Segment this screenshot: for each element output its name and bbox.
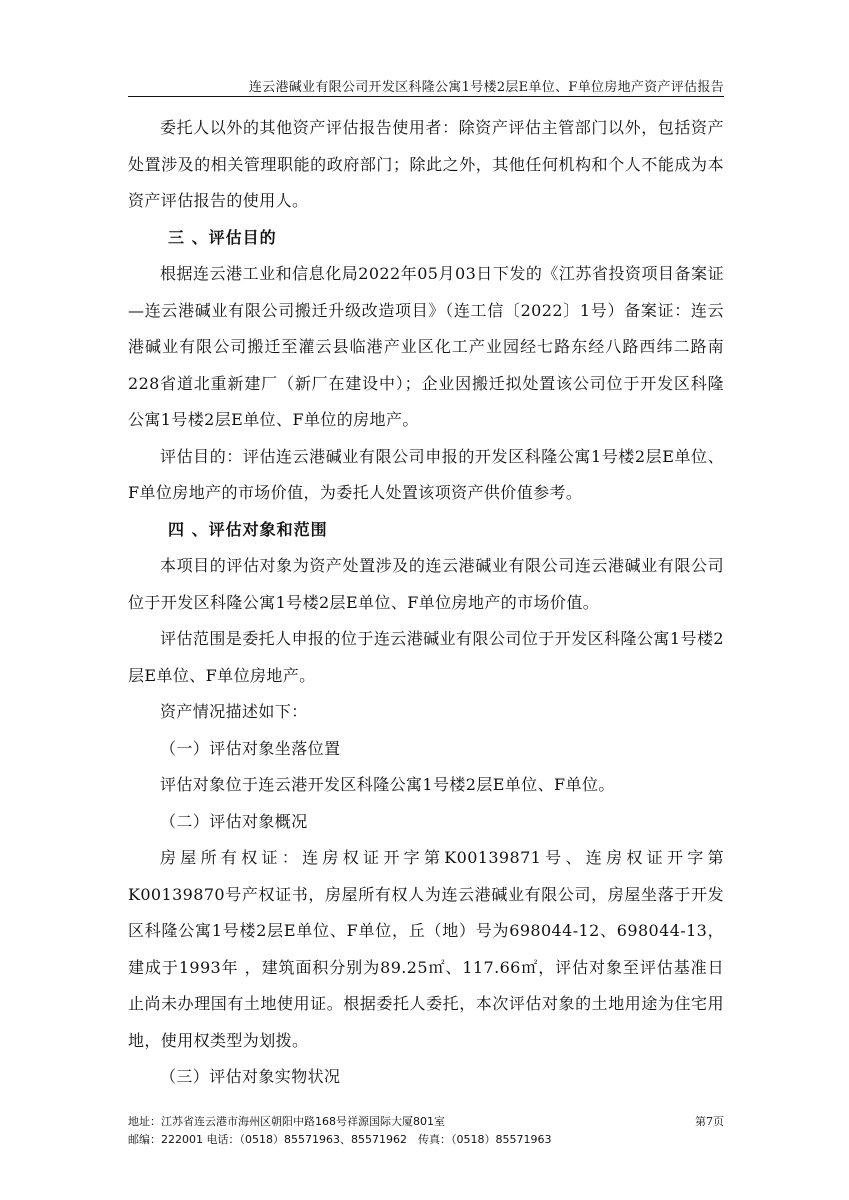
paragraph-object: 本项目的评估对象为资产处置涉及的连云港碱业有限公司连云港碱业有限公司位于开发区科隆公寓1号楼2层E单位、F单位房地产的市场价值。 <box>128 556 724 612</box>
paragraph-location: 评估对象位于连云港开发区科隆公寓1号楼2层E单位、F单位。 <box>160 775 615 794</box>
page-number: 第7页 <box>695 1115 724 1128</box>
subheading-location: （一）评估对象坐落位置 <box>160 738 341 758</box>
paragraph-asset-intro: 资产情况描述如下： <box>160 702 308 721</box>
subheading-overview: （二）评估对象概况 <box>160 811 308 831</box>
subheading-physical-condition: （三）评估对象实物状况 <box>160 1067 341 1086</box>
paragraph-scope: 评估范围是委托人申报的位于连云港碱业有限公司位于开发区科隆公寓1号楼2层E单位、F单位房地产。 <box>128 629 724 685</box>
footer-address: 地址：江苏省连云港市海州区朝阳中路168号祥源国际大厦801室 <box>128 1115 445 1128</box>
paragraph-purpose-basis: 根据连云港工业和信息化局2022年05月03日下发的《江苏省投资项目备案证—连云港碱业有限公司搬迁升级改造项目》（连工信〔2022〕1号）备案证：连云港碱业有限公司搬迁至灌云县临港产业区化工产业园经七路东经八路西纬二路南228省道北重新建厂（新厂在建设中）；企业因搬迁拟处置该公司位于开发区科隆公寓1号楼2层E单位、F单位的房地产。 <box>128 264 724 429</box>
paragraph-purpose-statement: 评估目的：评估连云港碱业有限公司申报的开发区科隆公寓1号楼2层E单位、F单位房地产的市场价值，为委托人处置该项资产供价值参考。 <box>128 446 724 502</box>
section-heading-purpose: 三 、评估目的 <box>168 227 277 247</box>
paragraph-overview: 房屋所有权证：连房权证开字第K00139871号、连房权证开字第K00139870号产权证书，房屋所有权人为连云港碱业有限公司，房屋坐落于开发区科隆公寓1号楼2层E单位、F单位，丘（地）号为698044-12、698044-13，建成于1993年 ，建筑面积分别为89.25㎡、117.66㎡，评估对象至评估基准日止尚未办理国有土地使用证。根据委托人委托，本次评估对象的土地用途为住宅用地，使用权类型为划拨。 <box>128 848 724 1050</box>
paragraph-report-users: 委托人以外的其他资产评估报告使用者：除资产评估主管部门以外，包括资产处置涉及的相关管理职能的政府部门；除此之外，其他任何机构和个人不能成为本资产评估报告的使用人。 <box>128 118 724 210</box>
footer-contact: 邮编：222001 电话：（0518）85571963、85571962 传真：（0518）85571963 <box>128 1133 552 1146</box>
header-divider <box>128 96 724 97</box>
section-heading-scope: 四 、评估对象和范围 <box>168 519 328 539</box>
report-header: 连云港碱业有限公司开发区科隆公寓1号楼2层E单位、F单位房地产资产评估报告 <box>248 80 724 95</box>
report-footer <box>128 1113 724 1149</box>
report-body <box>128 110 724 1096</box>
